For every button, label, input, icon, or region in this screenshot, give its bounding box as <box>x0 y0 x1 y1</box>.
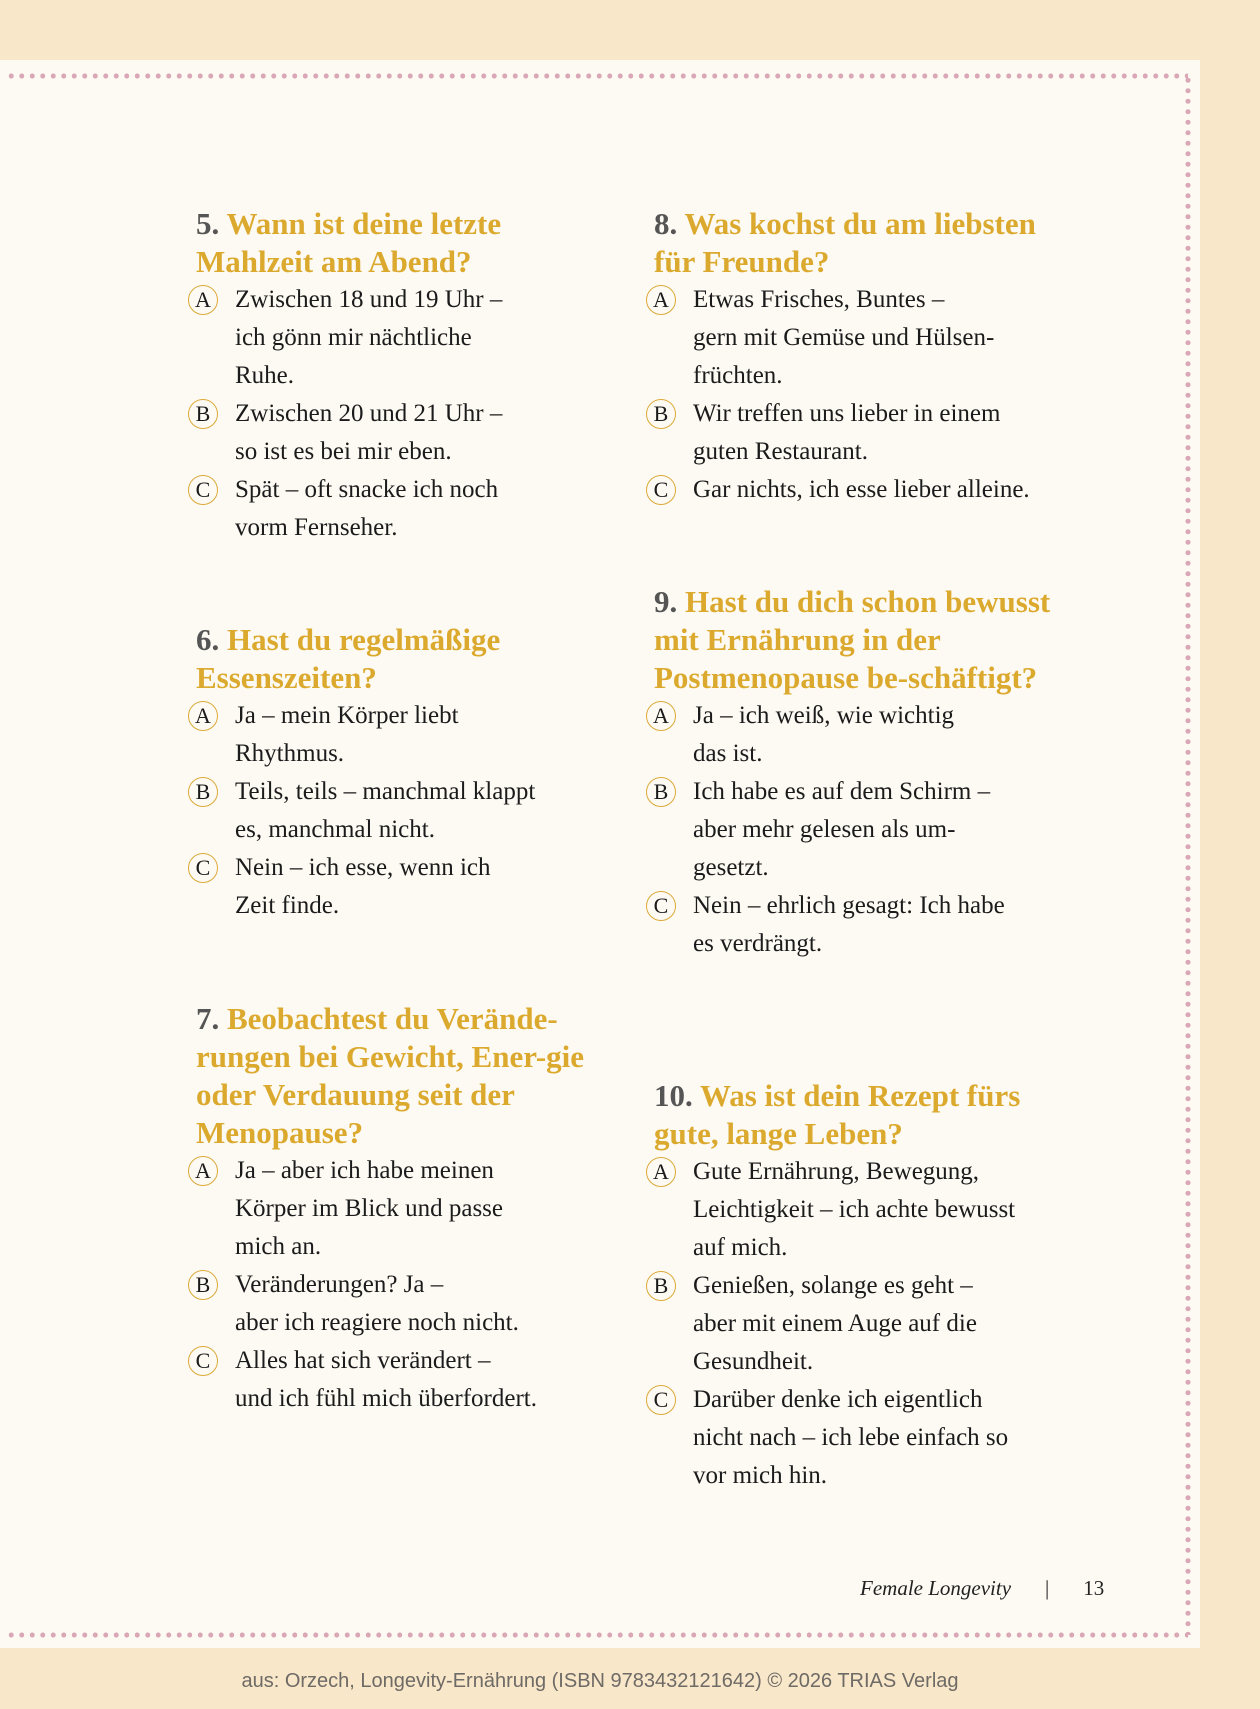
option-letter-circle: C <box>646 475 676 505</box>
question-6 <box>196 621 556 925</box>
question-number: 8. <box>654 206 678 241</box>
option-text: Nein – ehrlich gesagt: Ich habe es verdrängt. <box>693 892 1005 957</box>
answer-option-b[interactable] <box>654 773 1054 887</box>
option-text: Veränderungen? Ja – aber ich reagiere noch nicht. <box>235 1271 519 1336</box>
option-letter-circle: A <box>188 701 218 731</box>
answer-option-a[interactable] <box>654 1153 1074 1267</box>
option-letter-circle: B <box>188 777 218 807</box>
question-number: 10. <box>654 1078 693 1113</box>
question-title <box>196 1000 616 1152</box>
option-text: Genießen, solange es geht – aber mit einem Auge auf die Gesundheit. <box>693 1272 977 1375</box>
option-text: Wir treffen uns lieber in einem guten Restaurant. <box>693 400 1001 465</box>
question-title <box>196 621 556 697</box>
dotted-border-top <box>6 73 1188 79</box>
question-text: Was kochst du am liebsten für Freunde? <box>654 206 1036 279</box>
option-text: Ja – mein Körper liebt Rhythmus. <box>235 702 459 767</box>
question-number: 6. <box>196 622 220 657</box>
option-letter-circle: B <box>646 777 676 807</box>
option-text: Etwas Frisches, Buntes – gern mit Gemüse und Hülsen- früchten. <box>693 286 995 389</box>
question-10 <box>654 1077 1074 1495</box>
option-letter-circle: A <box>188 1156 218 1186</box>
option-letter-circle: C <box>188 1346 218 1376</box>
option-letter-circle: B <box>646 399 676 429</box>
question-title <box>654 1077 1074 1153</box>
page-number: 13 <box>1083 1576 1105 1600</box>
source-citation: aus: Orzech, Longevity-Ernährung (ISBN 9783432121642) © 2026 TRIAS Verlag <box>241 1670 959 1692</box>
question-title <box>654 583 1054 697</box>
option-letter-circle: A <box>646 1157 676 1187</box>
option-text: Spät – oft snacke ich noch vorm Fernseher. <box>235 476 499 541</box>
option-letter-circle: C <box>188 475 218 505</box>
answer-option-b[interactable] <box>196 1266 616 1342</box>
question-5 <box>196 205 556 547</box>
book-title: Female Longevity <box>860 1576 1012 1600</box>
option-text: Gute Ernährung, Bewegung, Leichtigkeit – ich achte bewusst auf mich. <box>693 1158 1016 1261</box>
question-text: Was ist dein Rezept fürs gute, lange Leben? <box>654 1078 1021 1151</box>
option-letter-circle: C <box>646 1385 676 1415</box>
answer-option-c[interactable] <box>196 849 556 925</box>
answer-option-c[interactable] <box>654 887 1054 963</box>
option-text: Teils, teils – manchmal klappt es, manchmal nicht. <box>235 778 536 843</box>
option-letter-circle: C <box>646 891 676 921</box>
option-text: Nein – ich esse, wenn ich Zeit finde. <box>235 854 491 919</box>
question-title <box>654 205 1084 281</box>
option-text: Ja – aber ich habe meinen Körper im Blick und passe mich an. <box>235 1157 504 1260</box>
answer-option-a[interactable] <box>196 281 556 395</box>
question-number: 7. <box>196 1001 220 1036</box>
option-letter-circle: A <box>188 285 218 315</box>
question-title <box>196 205 556 281</box>
question-text: Wann ist deine letzte Mahlzeit am Abend? <box>196 206 502 279</box>
answer-option-c[interactable] <box>654 1381 1074 1495</box>
question-text: Hast du regelmäßige Essenszeiten? <box>196 622 501 695</box>
question-7 <box>196 1000 616 1418</box>
option-text: Ja – ich weiß, wie wichtig das ist. <box>693 702 955 767</box>
option-letter-circle: C <box>188 853 218 883</box>
question-number: 5. <box>196 206 220 241</box>
answer-option-c[interactable] <box>654 471 1084 509</box>
question-9 <box>654 583 1054 963</box>
option-text: Darüber denke ich eigentlich nicht nach – ich lebe einfach so vor mich hin. <box>693 1386 1009 1489</box>
dotted-border-right <box>1185 75 1191 1635</box>
option-letter-circle: B <box>188 1270 218 1300</box>
answer-option-c[interactable] <box>196 471 556 547</box>
option-text: Zwischen 18 und 19 Uhr – ich gönn mir nächtliche Ruhe. <box>235 286 503 389</box>
dotted-border-bottom <box>6 1632 1188 1638</box>
answer-option-b[interactable] <box>196 395 556 471</box>
question-8 <box>654 205 1084 509</box>
question-text: Hast du dich schon bewusst mit Ernährung in der Postmenopause be-schäftigt? <box>654 584 1051 695</box>
answer-option-c[interactable] <box>196 1342 616 1418</box>
option-letter-circle: A <box>646 285 676 315</box>
answer-option-b[interactable] <box>196 773 556 849</box>
page-footer <box>860 1576 1104 1601</box>
question-number: 9. <box>654 584 678 619</box>
answer-option-a[interactable] <box>654 697 1054 773</box>
question-text: Beobachtest du Verände-rungen bei Gewicht, Ener-gie oder Verdauung seit der Menopause? <box>196 1001 585 1150</box>
answer-option-b[interactable] <box>654 1267 1074 1381</box>
option-text: Alles hat sich verändert – und ich fühl mich überfordert. <box>235 1347 537 1412</box>
option-letter-circle: B <box>646 1271 676 1301</box>
answer-option-b[interactable] <box>654 395 1084 471</box>
option-text: Gar nichts, ich esse lieber alleine. <box>693 476 1030 503</box>
answer-option-a[interactable] <box>196 697 556 773</box>
footer-separator: | <box>1045 1576 1050 1600</box>
option-letter-circle: B <box>188 399 218 429</box>
option-text: Zwischen 20 und 21 Uhr – so ist es bei mir eben. <box>235 400 503 465</box>
answer-option-a[interactable] <box>196 1152 616 1266</box>
answer-option-a[interactable] <box>654 281 1084 395</box>
option-letter-circle: A <box>646 701 676 731</box>
option-text: Ich habe es auf dem Schirm – aber mehr gelesen als um- gesetzt. <box>693 778 991 881</box>
